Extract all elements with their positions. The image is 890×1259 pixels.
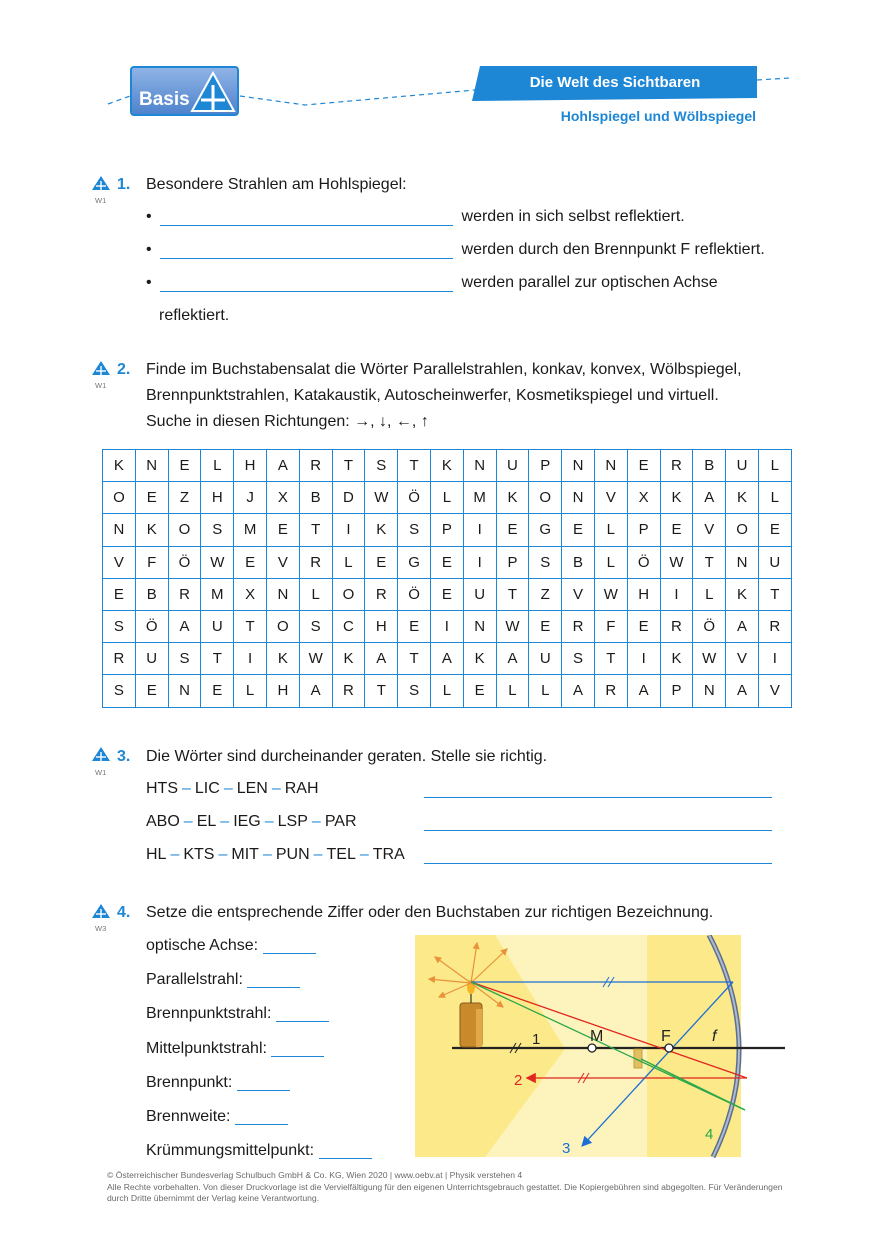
grid-cell[interactable]: N (562, 482, 595, 514)
grid-cell[interactable]: N (103, 514, 136, 546)
grid-cell[interactable]: K (135, 514, 168, 546)
task2-level: W1 (95, 381, 107, 390)
grid-cell[interactable]: S (103, 675, 136, 707)
grid-cell[interactable]: U (135, 643, 168, 675)
grid-cell[interactable]: Ö (135, 610, 168, 642)
grid-cell[interactable]: A (430, 643, 463, 675)
word-fragment: ABO (146, 813, 180, 830)
task1-item (146, 241, 765, 259)
grid-cell[interactable]: E (135, 675, 168, 707)
answer-blank[interactable] (424, 814, 772, 831)
grid-cell[interactable]: T (398, 450, 431, 482)
grid-cell[interactable]: L (758, 482, 791, 514)
separator-dash: – (264, 813, 274, 830)
task2-number: 2. (117, 361, 131, 378)
grid-cell[interactable]: N (594, 450, 627, 482)
grid-cell[interactable]: I (660, 578, 693, 610)
grid-cell[interactable]: R (299, 546, 332, 578)
field-label: Parallelstrahl: (146, 971, 243, 988)
grid-cell[interactable]: O (266, 610, 299, 642)
grid-row (103, 546, 792, 578)
grid-cell[interactable]: T (234, 610, 267, 642)
task4-level: W3 (95, 924, 107, 933)
grid-cell[interactable]: C (332, 610, 365, 642)
grid-cell[interactable]: R (299, 450, 332, 482)
bullet: • (146, 241, 152, 258)
grid-cell[interactable]: A (266, 450, 299, 482)
bullet: • (146, 208, 152, 225)
grid-cell[interactable]: H (365, 610, 398, 642)
separator-dash: – (223, 780, 233, 797)
level-triangle-icon (91, 360, 111, 376)
grid-cell[interactable]: B (135, 578, 168, 610)
grid-cell[interactable]: R (660, 450, 693, 482)
grid-cell[interactable]: E (562, 514, 595, 546)
grid-cell[interactable]: E (201, 675, 234, 707)
grid-cell[interactable]: N (693, 675, 726, 707)
grid-cell[interactable]: W (693, 643, 726, 675)
grid-cell[interactable]: E (103, 578, 136, 610)
grid-cell[interactable]: Ö (627, 546, 660, 578)
grid-row (103, 450, 792, 482)
word-fragment: LSP (277, 813, 308, 830)
grid-cell[interactable]: W (660, 546, 693, 578)
footer-copyright: © Österreichischer Bundesverlag Schulbuch GmbH & Co. KG, Wien 2020 | www.oebv.at | Physik verstehen 4 (107, 1170, 523, 1180)
grid-cell[interactable]: F (135, 546, 168, 578)
grid-cell[interactable]: S (398, 514, 431, 546)
grid-cell[interactable]: T (398, 643, 431, 675)
answer-blank[interactable] (271, 1042, 324, 1057)
grid-cell[interactable]: A (299, 675, 332, 707)
word-fragment: RAH (284, 780, 319, 797)
task1-item-text: werden durch den Brennpunkt F reflektiert. (461, 241, 765, 258)
grid-cell[interactable]: E (365, 546, 398, 578)
word-fragment: IEG (233, 813, 261, 830)
grid-cell[interactable]: P (496, 546, 529, 578)
separator-dash: – (220, 813, 230, 830)
grid-cell[interactable]: D (332, 482, 365, 514)
grid-cell[interactable]: I (758, 643, 791, 675)
answer-blank[interactable] (424, 847, 772, 864)
grid-cell[interactable]: W (201, 546, 234, 578)
grid-cell[interactable]: H (234, 450, 267, 482)
task2-line: Brennpunktstrahlen, Katakaustik, Autoscheinwerfer, Kosmetikspiegel und virtuell. (146, 387, 719, 404)
grid-cell[interactable]: Ö (693, 610, 726, 642)
field-label: optische Achse: (146, 937, 259, 954)
answer-blank[interactable] (276, 1007, 329, 1022)
grid-cell[interactable]: H (266, 675, 299, 707)
grid-cell[interactable]: T (693, 546, 726, 578)
grid-cell[interactable]: K (332, 643, 365, 675)
word-fragment: KTS (183, 846, 215, 863)
grid-cell[interactable]: E (529, 610, 562, 642)
task4-prompt: Setze die entsprechende Ziffer oder den Buchstaben zur richtigen Bezeichnung. (146, 904, 714, 921)
grid-cell[interactable]: P (430, 514, 463, 546)
grid-cell[interactable]: T (201, 643, 234, 675)
grid-cell[interactable]: L (234, 675, 267, 707)
grid-cell[interactable]: T (299, 514, 332, 546)
grid-cell[interactable]: E (234, 546, 267, 578)
task1-item (146, 274, 718, 292)
grid-row (103, 675, 792, 707)
grid-row (103, 514, 792, 546)
page-subtitle: Hohlspiegel und Wölbspiegel (560, 108, 756, 124)
concave-mirror-diagram (415, 935, 790, 1160)
level-triangle-icon (91, 175, 111, 191)
answer-blank[interactable] (160, 244, 453, 259)
grid-cell[interactable]: H (627, 578, 660, 610)
separator-dash: – (182, 780, 191, 797)
grid-cell[interactable]: L (430, 482, 463, 514)
grid-row (103, 643, 792, 675)
word-fragment: PUN (275, 846, 310, 863)
separator-dash: – (311, 813, 321, 830)
grid-cell[interactable]: R (758, 610, 791, 642)
task1-item (146, 208, 685, 226)
grid-cell[interactable]: A (627, 675, 660, 707)
word-fragment: HL (146, 846, 167, 863)
grid-cell[interactable]: R (594, 675, 627, 707)
grid-cell[interactable]: T (594, 643, 627, 675)
grid-cell[interactable]: Z (529, 578, 562, 610)
task2-line: Finde im Buchstabensalat die Wörter Parallelstrahlen, konkav, konvex, Wölbspiegel, (146, 361, 742, 378)
grid-cell[interactable]: A (562, 675, 595, 707)
grid-cell[interactable]: U (463, 578, 496, 610)
grid-cell[interactable]: M (201, 578, 234, 610)
label-2: 2 (514, 1072, 523, 1089)
grid-cell[interactable]: F (594, 610, 627, 642)
grid-cell[interactable]: K (496, 482, 529, 514)
field-label: Mittelpunktstrahl: (146, 1040, 267, 1057)
label-field (146, 1074, 290, 1092)
label-3: 3 (562, 1140, 571, 1157)
separator-dash: – (271, 780, 281, 797)
label-field (146, 937, 316, 955)
grid-cell[interactable]: L (332, 546, 365, 578)
grid-cell[interactable]: E (660, 514, 693, 546)
grid-cell[interactable]: O (529, 482, 562, 514)
grid-cell[interactable]: V (758, 675, 791, 707)
task1-item-text: werden parallel zur optischen Achse (461, 274, 718, 291)
grid-cell[interactable]: E (135, 482, 168, 514)
grid-cell[interactable]: G (529, 514, 562, 546)
footer (107, 1170, 787, 1205)
level-triangle-icon (91, 903, 111, 919)
answer-blank[interactable] (247, 973, 300, 988)
separator-dash: – (170, 846, 180, 863)
grid-cell[interactable]: N (562, 450, 595, 482)
letter-grid (102, 449, 792, 708)
task4-number: 4. (117, 904, 131, 921)
grid-cell[interactable]: R (332, 675, 365, 707)
task3-level: W1 (95, 768, 107, 777)
grid-cell[interactable]: E (627, 610, 660, 642)
grid-cell[interactable]: J (234, 482, 267, 514)
grid-cell[interactable]: S (529, 546, 562, 578)
field-label: Brennpunktstrahl: (146, 1005, 272, 1022)
grid-cell[interactable]: O (332, 578, 365, 610)
scrambled-word (146, 846, 405, 864)
label-f: F (661, 1028, 671, 1045)
word-fragment: TRA (372, 846, 405, 863)
label-4: 4 (705, 1126, 714, 1143)
label-field (146, 971, 300, 989)
answer-blank[interactable] (160, 277, 453, 292)
label-m: M (590, 1028, 604, 1045)
basis-label: Basis (139, 89, 190, 110)
grid-cell[interactable]: R (660, 610, 693, 642)
grid-cell[interactable]: T (496, 578, 529, 610)
grid-cell[interactable]: E (496, 514, 529, 546)
label-field (146, 1040, 324, 1058)
grid-cell[interactable]: X (627, 482, 660, 514)
grid-cell[interactable]: N (168, 675, 201, 707)
grid-cell[interactable]: T (365, 675, 398, 707)
focal-point-f (665, 1044, 673, 1052)
grid-cell[interactable]: I (430, 610, 463, 642)
grid-cell[interactable]: N (463, 450, 496, 482)
grid-cell[interactable]: K (660, 482, 693, 514)
grid-cell[interactable]: U (496, 450, 529, 482)
grid-cell[interactable]: T (758, 578, 791, 610)
grid-cell[interactable]: P (660, 675, 693, 707)
grid-cell[interactable]: A (726, 675, 759, 707)
grid-cell[interactable]: K (726, 482, 759, 514)
field-label: Brennpunkt: (146, 1074, 233, 1091)
grid-cell[interactable]: E (463, 675, 496, 707)
grid-cell[interactable]: O (726, 514, 759, 546)
grid-cell[interactable]: R (168, 578, 201, 610)
task1-number: 1. (117, 176, 131, 193)
grid-cell[interactable]: R (365, 578, 398, 610)
grid-cell[interactable]: I (627, 643, 660, 675)
grid-cell[interactable]: K (660, 643, 693, 675)
grid-row (103, 610, 792, 642)
grid-cell[interactable]: B (299, 482, 332, 514)
grid-cell[interactable]: W (365, 482, 398, 514)
grid-cell[interactable]: A (726, 610, 759, 642)
grid-cell[interactable]: V (562, 578, 595, 610)
answer-blank[interactable] (424, 781, 772, 798)
grid-cell[interactable]: W (496, 610, 529, 642)
bullet: • (146, 274, 152, 291)
grid-cell[interactable]: L (693, 578, 726, 610)
chapter-title: Die Welt des Sichtbaren (529, 74, 701, 91)
word-fragment: PAR (324, 813, 357, 830)
task1-continuation: reflektiert. (159, 307, 230, 324)
field-label: Krümmungsmittelpunkt: (146, 1142, 315, 1159)
grid-cell[interactable]: L (529, 675, 562, 707)
grid-cell[interactable]: S (168, 643, 201, 675)
grid-cell[interactable]: L (758, 450, 791, 482)
grid-cell[interactable]: R (562, 610, 595, 642)
grid-cell[interactable]: Z (168, 482, 201, 514)
grid-cell[interactable]: X (234, 578, 267, 610)
grid-cell[interactable]: A (496, 643, 529, 675)
grid-cell[interactable]: I (332, 514, 365, 546)
grid-cell[interactable]: N (726, 546, 759, 578)
grid-cell[interactable]: A (365, 643, 398, 675)
grid-cell[interactable]: E (168, 450, 201, 482)
grid-cell[interactable]: N (266, 578, 299, 610)
grid-cell[interactable]: K (365, 514, 398, 546)
grid-cell[interactable]: S (299, 610, 332, 642)
grid-cell[interactable]: Ö (398, 482, 431, 514)
answer-blank[interactable] (160, 211, 453, 226)
grid-cell[interactable]: V (266, 546, 299, 578)
grid-cell[interactable]: L (496, 675, 529, 707)
task3-number: 3. (117, 748, 131, 765)
grid-cell[interactable]: S (365, 450, 398, 482)
grid-cell[interactable]: U (758, 546, 791, 578)
grid-cell[interactable]: K (726, 578, 759, 610)
grid-cell[interactable]: G (398, 546, 431, 578)
grid-cell[interactable]: U (529, 643, 562, 675)
word-fragment: TEL (326, 846, 356, 863)
separator-dash: – (262, 846, 272, 863)
word-fragment: HTS (146, 780, 178, 797)
grid-cell[interactable]: W (299, 643, 332, 675)
basis-badge (130, 66, 239, 116)
separator-dash: – (218, 846, 228, 863)
grid-cell[interactable]: T (332, 450, 365, 482)
task1-prompt: Besondere Strahlen am Hohlspiegel: (146, 176, 407, 193)
grid-cell[interactable]: S (398, 675, 431, 707)
grid-cell[interactable]: M (234, 514, 267, 546)
grid-cell[interactable]: Ö (398, 578, 431, 610)
word-fragment: LIC (194, 780, 220, 797)
center-point-m (588, 1044, 596, 1052)
grid-row (103, 482, 792, 514)
scrambled-word (146, 813, 357, 831)
label-f-length: f (712, 1028, 717, 1045)
field-label: Brennweite: (146, 1108, 231, 1125)
answer-blank[interactable] (235, 1110, 288, 1125)
grid-cell[interactable]: E (266, 514, 299, 546)
grid-cell[interactable]: I (463, 546, 496, 578)
task1-level: W1 (95, 196, 107, 205)
separator-dash: – (183, 813, 193, 830)
grid-cell[interactable]: S (562, 643, 595, 675)
grid-cell[interactable]: V (103, 546, 136, 578)
grid-cell[interactable]: A (168, 610, 201, 642)
grid-cell[interactable]: V (594, 482, 627, 514)
grid-cell[interactable]: H (201, 482, 234, 514)
grid-cell[interactable]: O (168, 514, 201, 546)
grid-cell[interactable]: B (693, 450, 726, 482)
grid-cell[interactable]: M (463, 482, 496, 514)
grid-cell[interactable]: O (103, 482, 136, 514)
grid-cell[interactable]: E (627, 450, 660, 482)
grid-cell[interactable]: L (594, 514, 627, 546)
grid-cell[interactable]: K (430, 450, 463, 482)
basis-triangle-icon (190, 71, 236, 113)
grid-row (103, 578, 792, 610)
grid-cell[interactable]: I (463, 514, 496, 546)
grid-cell[interactable]: U (201, 610, 234, 642)
grid-cell[interactable]: S (201, 514, 234, 546)
grid-cell[interactable]: U (726, 450, 759, 482)
answer-blank[interactable] (319, 1144, 372, 1159)
task1-item-text: werden in sich selbst reflektiert. (461, 208, 685, 225)
grid-cell[interactable]: E (430, 546, 463, 578)
word-fragment: EL (196, 813, 217, 830)
grid-cell[interactable]: S (103, 610, 136, 642)
grid-cell[interactable]: N (463, 610, 496, 642)
grid-cell[interactable]: L (594, 546, 627, 578)
grid-cell[interactable]: P (627, 514, 660, 546)
grid-cell[interactable]: L (299, 578, 332, 610)
grid-cell[interactable]: V (726, 643, 759, 675)
separator-dash: – (313, 846, 323, 863)
grid-cell[interactable]: K (463, 643, 496, 675)
footer-rights: Alle Rechte vorbehalten. Von dieser Druckvorlage ist die Vervielfältigung für den eigenen Unterrichtsgebrauch gestattet. Die Kopiergebühren sind abgegolten. Für Veränderungen durch Dritte übernimmt der Verlag keine Verantwortung. (107, 1181, 783, 1203)
grid-cell[interactable]: N (135, 450, 168, 482)
grid-cell[interactable]: I (234, 643, 267, 675)
grid-cell[interactable]: Ö (168, 546, 201, 578)
grid-cell[interactable]: K (103, 450, 136, 482)
grid-cell[interactable]: R (103, 643, 136, 675)
answer-blank[interactable] (263, 939, 316, 954)
label-field (146, 1005, 329, 1023)
grid-cell[interactable]: W (594, 578, 627, 610)
task3-prompt: Die Wörter sind durcheinander geraten. Stelle sie richtig. (146, 748, 548, 765)
grid-cell[interactable]: B (562, 546, 595, 578)
word-fragment: LEN (236, 780, 268, 797)
grid-cell[interactable]: X (266, 482, 299, 514)
task2-line: Suche in diesen Richtungen: →, ↓, ←, ↑ (146, 413, 429, 430)
grid-cell[interactable]: A (693, 482, 726, 514)
grid-cell[interactable]: L (201, 450, 234, 482)
separator-dash: – (359, 846, 369, 863)
answer-blank[interactable] (237, 1076, 290, 1091)
grid-cell[interactable]: E (398, 610, 431, 642)
label-1: 1 (532, 1031, 541, 1048)
grid-cell[interactable]: E (430, 578, 463, 610)
grid-cell[interactable]: K (266, 643, 299, 675)
label-field (146, 1108, 288, 1126)
scrambled-word (146, 780, 319, 798)
grid-cell[interactable]: P (529, 450, 562, 482)
grid-cell[interactable]: V (693, 514, 726, 546)
word-fragment: MIT (231, 846, 259, 863)
level-triangle-icon (91, 746, 111, 762)
grid-cell[interactable]: L (430, 675, 463, 707)
label-field (146, 1142, 372, 1160)
grid-cell[interactable]: E (758, 514, 791, 546)
